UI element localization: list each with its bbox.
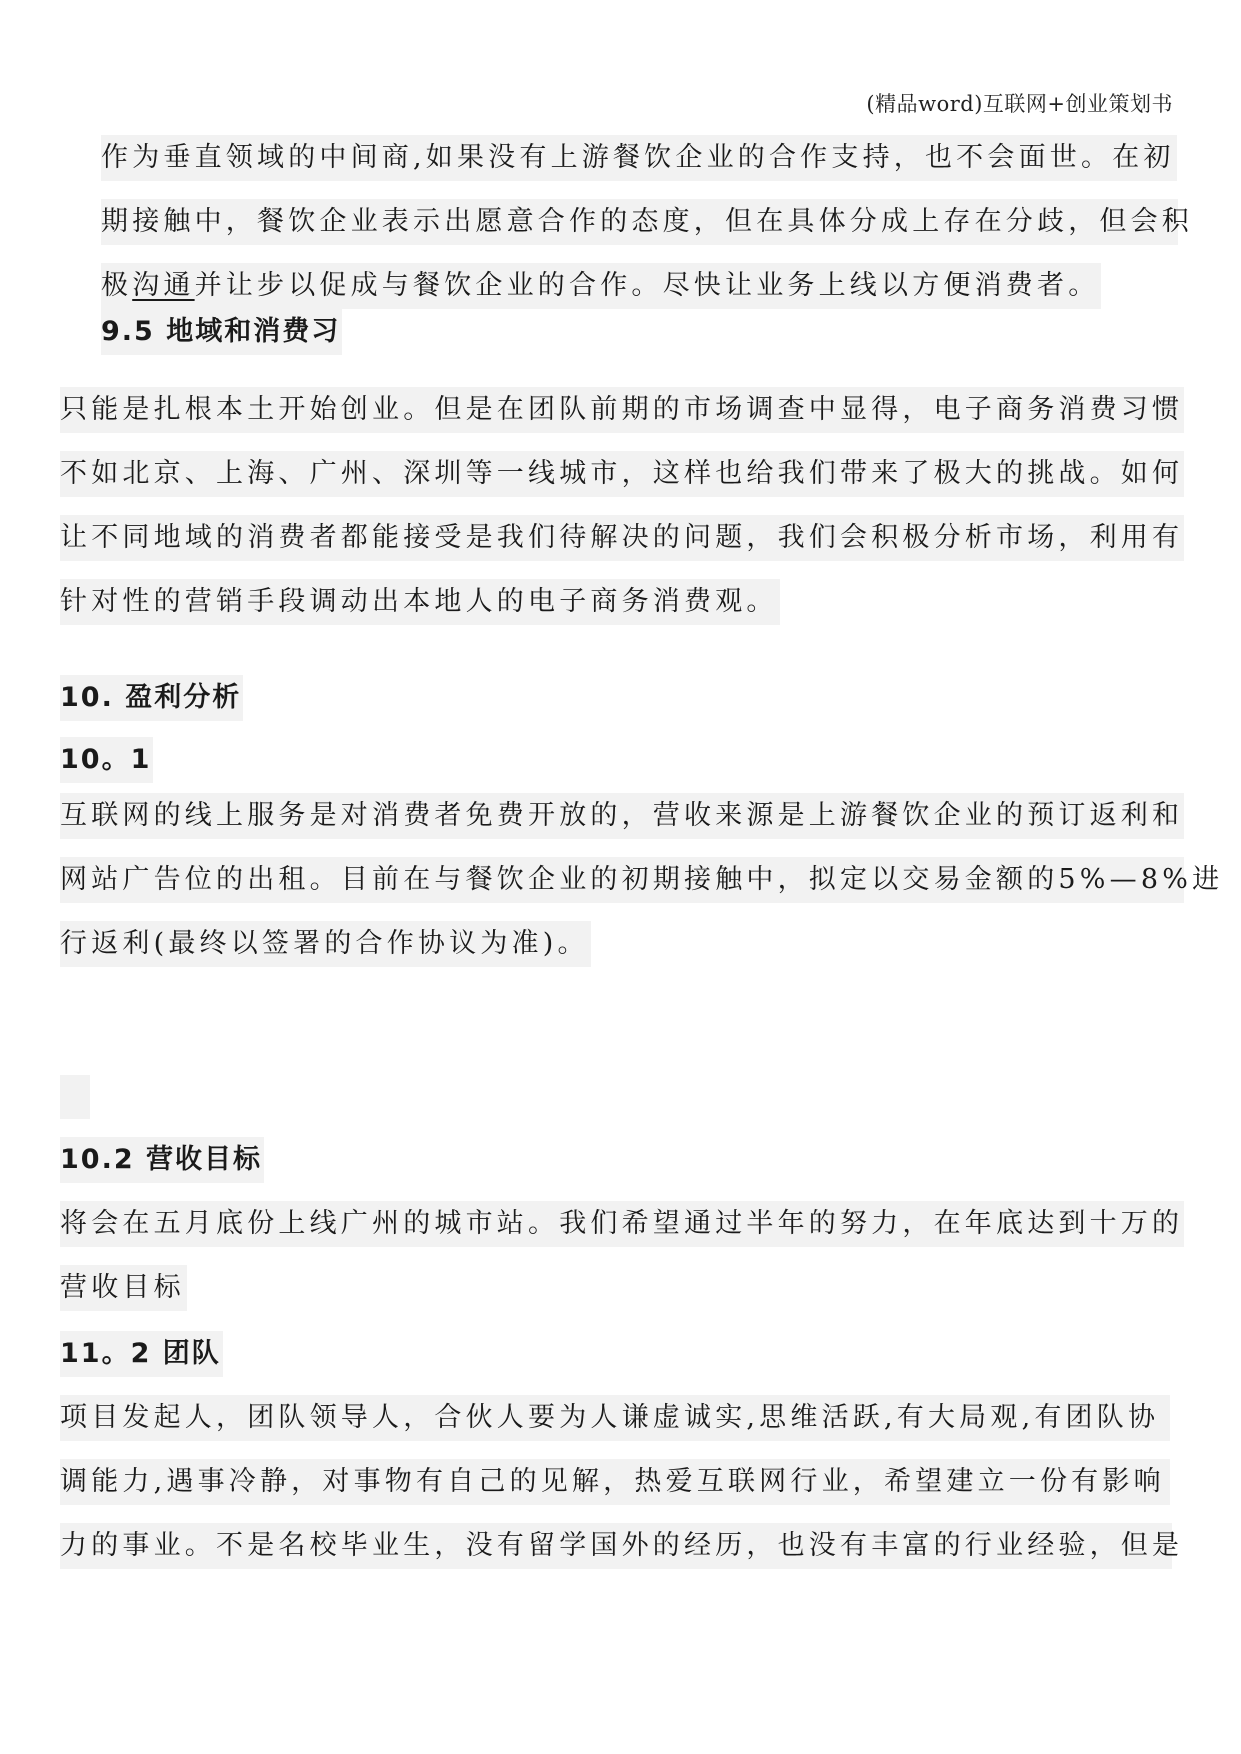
text-line: 调能力,遇事冷静，对事物有自己的见解，热爱互联网行业，希望建立一份有影响 — [60, 1450, 1170, 1514]
section-heading-10-2: 10.2 营收目标 — [60, 1128, 1182, 1192]
section-heading-10: 10. 盈利分析 — [60, 666, 1182, 730]
text-line: 网站广告位的出租。目前在与餐饮企业的初期接触中，拟定以交易金额的5%—8%进 — [60, 848, 1182, 912]
text-line: 将会在五月底份上线广州的城市站。我们希望通过半年的努力，在年底达到十万的 — [60, 1192, 1182, 1256]
empty-line-highlight — [60, 1075, 90, 1119]
text-line: 项目发起人，团队领导人，合伙人要为人谦虚诚实,思维活跃,有大局观,有团队协 — [60, 1386, 1170, 1450]
paragraph-team — [60, 1386, 1184, 1578]
text-line: 针对性的营销手段调动出本地人的电子商务消费观。 — [60, 570, 1182, 634]
text-line: 不如北京、上海、广州、深圳等一线城市，这样也给我们带来了极大的挑战。如何 — [60, 442, 1182, 506]
text-line: 力的事业。不是名校毕业生，没有留学国外的经历，也没有丰富的行业经验，但是 — [60, 1514, 1170, 1578]
paragraph-regional-habits — [60, 378, 1182, 634]
page-header: (精品word)互联网+创业策划书 — [866, 92, 1173, 116]
section-heading-10-1: 10。1 — [60, 728, 1182, 792]
text-line: 只能是扎根本土开始创业。但是在团队前期的市场调查中显得，电子商务消费习惯 — [60, 378, 1182, 442]
paragraph-partner-support — [101, 126, 1193, 318]
section-heading-9-5: 9.5 地域和消费习 — [101, 300, 1176, 364]
text-line: 行返利(最终以签署的合作协议为准)。 — [60, 912, 1182, 976]
text-line: 营收目标 — [60, 1256, 1182, 1320]
text-line: 互联网的线上服务是对消费者免费开放的，营收来源是上游餐饮企业的预订返利和 — [60, 784, 1182, 848]
text-line: 期接触中，餐饮企业表示出愿意合作的态度，但在具体分成上存在分歧，但会积 — [101, 190, 1176, 254]
text-line: 极沟通并让步以促成与餐饮企业的合作。尽快让业务上线以方便消费者。 — [101, 254, 1176, 318]
text-line: 作为垂直领域的中间商,如果没有上游餐饮企业的合作支持，也不会面世。在初 — [101, 126, 1176, 190]
section-heading-11-2: 11。2 团队 — [60, 1322, 1182, 1386]
paragraph-revenue-target — [60, 1192, 1182, 1320]
paragraph-revenue-sources — [60, 784, 1224, 976]
underlined-word: 沟通 — [132, 270, 195, 301]
text-line: 让不同地域的消费者都能接受是我们待解决的问题，我们会积极分析市场，利用有 — [60, 506, 1182, 570]
